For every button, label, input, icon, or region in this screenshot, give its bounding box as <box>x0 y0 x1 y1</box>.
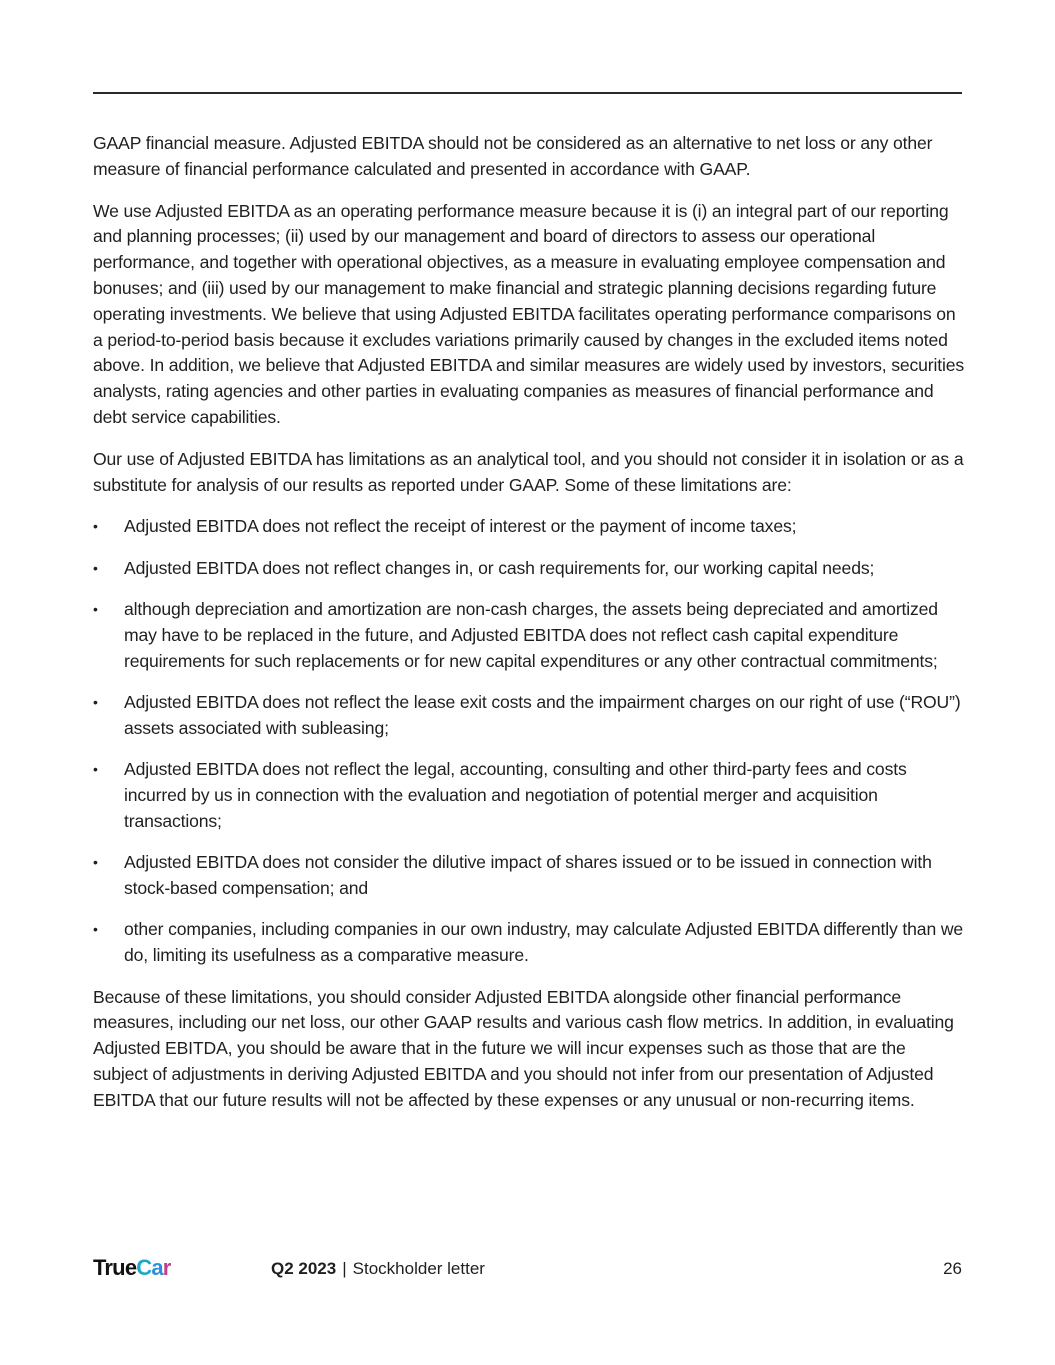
list-item-text: Adjusted EBITDA does not consider the dilutive impact of shares issued or to be issued in connection with stock-based compensation; and <box>124 851 932 898</box>
footer-quarter: Q2 2023 <box>271 1259 337 1278</box>
footer-doc-label <box>271 1258 485 1280</box>
footer-separator: | <box>342 1259 347 1278</box>
bullet-icon: • <box>93 559 98 576</box>
list-item <box>93 757 965 834</box>
paragraph-gaap-measure: GAAP financial measure. Adjusted EBITDA should not be considered as an alternative to net loss or any other measure of financial performance calculated and presented in accordance with GAAP. <box>93 133 933 179</box>
logo-text-true: True <box>93 1255 137 1280</box>
list-item-text: Adjusted EBITDA does not reflect changes in, or cash requirements for, our working capital needs; <box>124 557 875 578</box>
logo-letter-a: a <box>151 1255 163 1280</box>
header-rule <box>93 92 962 94</box>
page-content <box>93 131 965 1130</box>
list-item <box>93 850 965 902</box>
page-number: 26 <box>943 1259 962 1278</box>
list-item <box>93 917 965 969</box>
logo-letter-c: C <box>136 1255 152 1280</box>
truecar-logo <box>93 1255 171 1281</box>
list-item-text: although depreciation and amortization are non-cash charges, the assets being depreciated and amortized may have to be replaced in the future, and Adjusted EBITDA does not reflect cash capital expenditure requirements for such replacements or for new capital expenditures or any other contractual commitments; <box>124 598 938 671</box>
bullet-icon: • <box>93 920 98 937</box>
list-item-text: Adjusted EBITDA does not reflect the receipt of interest or the payment of income taxes; <box>124 516 797 537</box>
list-item <box>93 514 965 540</box>
list-item-text: Adjusted EBITDA does not reflect the lease exit costs and the impairment charges on our right of use (“ROU”) assets associated with subleasing; <box>124 691 961 738</box>
bullet-icon: • <box>93 693 98 710</box>
list-item-text: other companies, including companies in our own industry, may calculate Adjusted EBITDA differently than we do, limiting its usefulness as a comparative measure. <box>124 918 964 965</box>
footer-doc-title: Stockholder letter <box>352 1259 485 1278</box>
bullet-icon: • <box>93 853 98 870</box>
limitations-list <box>93 514 965 968</box>
list-item <box>93 556 965 582</box>
bullet-icon: • <box>93 760 98 777</box>
list-item <box>93 690 965 742</box>
bullet-icon: • <box>93 518 98 535</box>
paragraph-limitations-intro: Our use of Adjusted EBITDA has limitations as an analytical tool, and you should not consider it in isolation or as a substitute for analysis of our results as reported under GAAP. Some of these limitations are: <box>93 448 964 495</box>
list-item-text: Adjusted EBITDA does not reflect the legal, accounting, consulting and other third-party fees and costs incurred by us in connection with the evaluation and negotiation of potential merger and acquisition transactions; <box>124 758 907 831</box>
page-footer <box>93 1255 962 1283</box>
paragraph-use-of-ebitda: We use Adjusted EBITDA as an operating performance measure because it is (i) an integral part of our reporting and planning processes; (ii) used by our management and board of directors to assess our operational performance, and together with operational objectives, as a measure in evaluating employee compensation and bonuses; and (iii) used by our management to make financial and strategic planning decisions regarding future operating investments. We believe that using Adjusted EBITDA facilitates operating performance comparisons on a period-to-period basis because it excludes variations primarily caused by changes in the excluded items noted above. In addition, we believe that Adjusted EBITDA and similar measures are widely used by investors, securities analysts, rating agencies and other parties in evaluating companies as measures of financial performance and debt service capabilities. <box>93 200 965 427</box>
bullet-icon: • <box>93 600 98 617</box>
logo-letter-r: r <box>162 1255 171 1280</box>
paragraph-conclusion: Because of these limitations, you should consider Adjusted EBITDA alongside other financial performance measures, including our net loss, our other GAAP results and various cash flow metrics. In addition, in evaluating Adjusted EBITDA, you should be aware that in the future we will incur expenses such as those that are the subject of adjustments in deriving Adjusted EBITDA and you should not infer from our presentation of Adjusted EBITDA that our future results will not be affected by these expenses or any unusual or non-recurring items. <box>93 986 954 1110</box>
list-item <box>93 597 965 674</box>
